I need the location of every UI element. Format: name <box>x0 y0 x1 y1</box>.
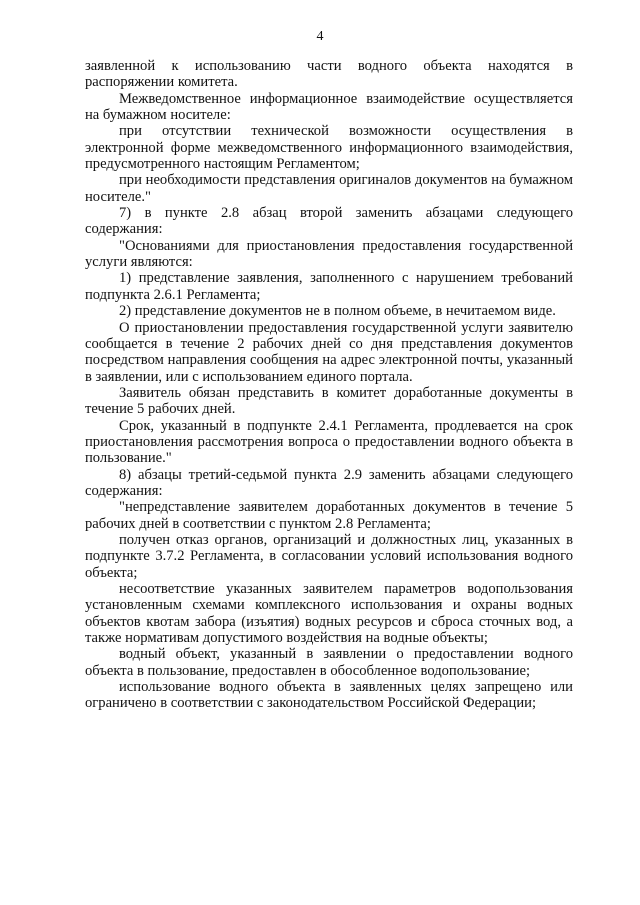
paragraph: Срок, указанный в подпункте 2.4.1 Регламента, продлевается на срок приостановления рассмотрения вопроса о предоставлении водного объекта в пользование." <box>85 417 573 467</box>
paragraph: использование водного объекта в заявленных целях запрещено или ограничено в соответствии с законодательством Российской Федерации; <box>85 679 573 712</box>
paragraph: Заявитель обязан представить в комитет доработанные документы в течение 5 рабочих дней. <box>85 384 573 418</box>
paragraph: заявленной к использованию части водного объекта находятся в распоряжении комитета. <box>85 58 573 91</box>
paragraph: 8) абзацы третий-седьмой пункта 2.9 заменить абзацами следующего содержания: <box>85 466 573 499</box>
paragraph: 2) представление документов не в полном объеме, в нечитаемом виде. <box>119 303 556 320</box>
paragraph: "Основаниями для приостановления предоставления государственной услуги являются: <box>85 237 573 271</box>
paragraph: при отсутствии технической возможности осуществления в электронной форме межведомственного информационного взаимодействия, предусмотренного настоящим Регламентом; <box>85 123 573 173</box>
paragraph: водный объект, указанный в заявлении о предоставлении водного объекта в пользование, предоставлен в обособленное водопользование; <box>85 646 573 679</box>
document-body <box>85 58 573 712</box>
paragraph: О приостановлении предоставления государственной услуги заявителю сообщается в течение 2 рабочих дней со дня представления документов посредством направления сообщения на адрес электронной почты, указанный в заявлении, или с использованием единого портала. <box>85 319 573 385</box>
paragraph: получен отказ органов, организаций и должностных лиц, указанных в подпункте 3.7.2 Регламента, в согласовании условий использования водного объекта; <box>85 531 573 581</box>
paragraph: "непредставление заявителем доработанных документов в течение 5 рабочих дней в соответствии с пунктом 2.8 Регламента; <box>85 499 573 532</box>
paragraph: при необходимости представления оригиналов документов на бумажном носителе." <box>85 172 573 205</box>
paragraph: 1) представление заявления, заполненного с нарушением требований подпункта 2.6.1 Регламента; <box>85 270 573 303</box>
paragraph: несоответствие указанных заявителем параметров водопользования установленным схемами комплексного использования и охраны водных объектов квотам забора (изъятия) водных ресурсов и сброса сточных вод, а также нормативам допустимого воздействия на водные объекты; <box>85 581 573 647</box>
page-number: 4 <box>316 29 324 44</box>
paragraph: Межведомственное информационное взаимодействие осуществляется на бумажном носителе: <box>85 90 573 124</box>
paragraph: 7) в пункте 2.8 абзац второй заменить абзацами следующего содержания: <box>85 205 573 238</box>
